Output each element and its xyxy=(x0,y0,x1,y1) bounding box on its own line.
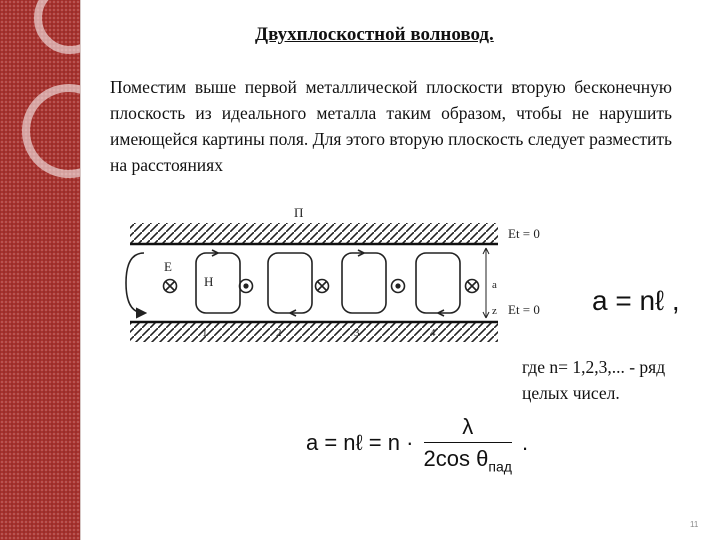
label-h: Н xyxy=(204,274,214,289)
bottom-metal-plate xyxy=(130,322,498,342)
waveguide-diagram xyxy=(118,200,558,345)
page-number: 11 xyxy=(690,520,699,529)
formula-a-lambda xyxy=(306,414,528,474)
ring-decoration xyxy=(22,84,80,178)
decorative-sidebar xyxy=(0,0,80,540)
height-arrow xyxy=(483,248,489,318)
fraction-numerator: λ xyxy=(424,414,512,443)
label-a: a xyxy=(492,279,497,291)
cell-number: 4 xyxy=(430,327,436,339)
cell-number: 2 xyxy=(276,327,282,339)
label-top: П xyxy=(294,205,304,220)
formula-fraction xyxy=(424,414,512,474)
formula-tail: . xyxy=(522,430,529,456)
cell-number: 3 xyxy=(354,327,360,339)
slide-title: Двухплоскостной волновод. xyxy=(255,24,494,45)
label-et-bottom: Et = 0 xyxy=(508,302,540,317)
label-et-top: Et = 0 xyxy=(508,226,540,241)
label-e: Е xyxy=(164,259,172,274)
label-z: z xyxy=(492,305,497,317)
top-metal-plate xyxy=(130,223,498,244)
cell-number: 1 xyxy=(202,327,208,339)
formula-a-equals-nl: a = nℓ , xyxy=(592,285,680,316)
formula-lhs: a = nℓ = n · xyxy=(306,430,414,456)
note-text: где n= 1,2,3,... - ряд целых чисел. xyxy=(522,357,666,403)
sidebar-divider xyxy=(80,0,87,540)
ring-decoration xyxy=(34,0,80,54)
body-paragraph: Поместим выше первой металлической плоскости вторую бесконечную плоскость из идеального металла таким образом, чтобы не нарушить имеющейся картины поля. Для этого вторую плоскость следует разместить на расстояниях xyxy=(110,77,672,175)
fraction-denominator: 2cos $\theta_{пад}$ xyxy=(423,446,512,475)
